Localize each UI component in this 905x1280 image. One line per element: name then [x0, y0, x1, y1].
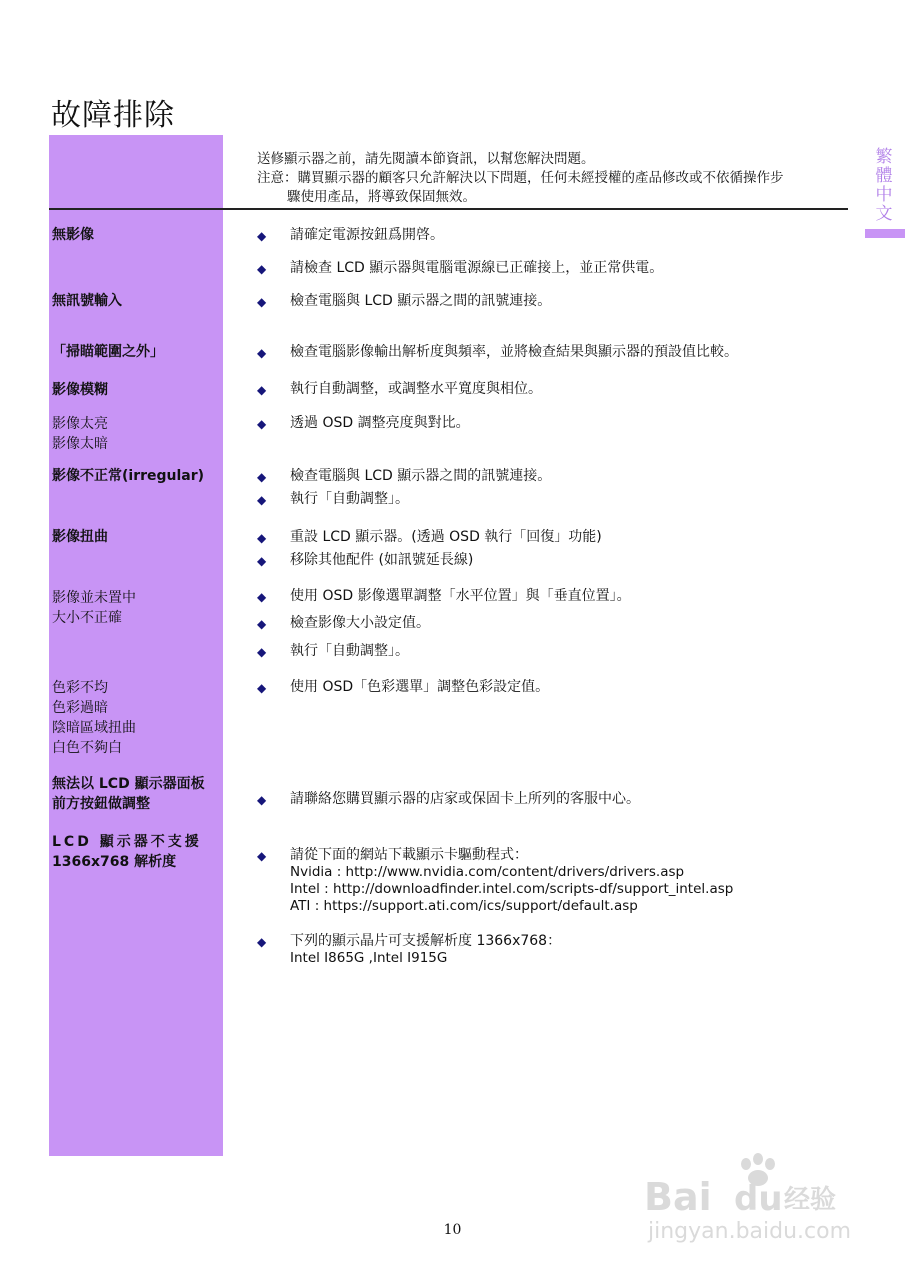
solution-item: ◆ 執行自動調整，或調整水平寬度與相位。	[257, 381, 542, 397]
svg-text:Bai: Bai	[644, 1175, 712, 1219]
diamond-bullet-icon: ◆	[257, 383, 267, 397]
solution-item: ◆ 請確定電源按鈕爲開啓。	[257, 227, 444, 243]
symptom-label: 無訊號輸入	[52, 293, 122, 309]
driver-link-ati[interactable]: ATI : https://support.ati.com/ics/support/default.asp	[290, 898, 638, 914]
diamond-bullet-icon: ◆	[257, 262, 267, 276]
symptom-label: 影像扭曲	[52, 529, 108, 545]
warranty-note-continued: 驟使用產品，將導致保固無效。	[287, 189, 476, 205]
diamond-bullet-icon: ◆	[257, 554, 267, 568]
intro-text: 送修顯示器之前，請先閱讀本節資訊，以幫您解決問題。	[257, 151, 595, 167]
symptom-label: 影像並未置中 大小不正確	[52, 590, 136, 626]
solution-item: ◆ 使用 OSD「色彩選單」調整色彩設定值。	[257, 679, 550, 695]
solution-item: ◆ 下列的顯示晶片可支援解析度 1366x768： Intel I865G ,Intel I915G	[257, 932, 857, 967]
solution-item: ◆ 檢查電腦與 LCD 顯示器之間的訊號連接。	[257, 293, 552, 309]
symptom-label: 影像太亮 影像太暗	[52, 416, 108, 452]
solution-item: ◆ 檢查影像大小設定值。	[257, 615, 430, 631]
symptom-label: 影像不正常(irregular)	[52, 468, 205, 484]
solution-item: ◆ 檢查電腦與 LCD 顯示器之間的訊號連接。	[257, 468, 552, 484]
page-title: 故障排除	[51, 98, 175, 133]
language-tab-marker	[865, 229, 905, 238]
diamond-bullet-icon: ◆	[257, 617, 267, 631]
diamond-bullet-icon: ◆	[257, 935, 267, 949]
supported-chips: Intel I865G ,Intel I915G	[290, 950, 448, 966]
solution-item: ◆ 透過 OSD 調整亮度與對比。	[257, 415, 470, 431]
svg-text:经验: 经验	[784, 1185, 837, 1215]
symptom-label: LCD 顯示器不支援 1366x768 解析度	[52, 834, 202, 870]
symptom-label: 無影像	[52, 227, 94, 243]
warranty-note: 注意：購買顯示器的顧客只允許解決以下問題，任何未經授權的產品修改或不依循操作步	[257, 170, 784, 186]
driver-link-nvidia[interactable]: Nvidia : http://www.nvidia.com/content/drivers/drivers.asp	[290, 864, 685, 880]
baidu-jingyan-watermark-logo	[642, 1150, 852, 1245]
diamond-bullet-icon: ◆	[257, 590, 267, 604]
solution-item: ◆ 檢查電腦影像輸出解析度與頻率，並將檢查結果與顯示器的預設值比較。	[257, 344, 738, 360]
diamond-bullet-icon: ◆	[257, 470, 267, 484]
diamond-bullet-icon: ◆	[257, 417, 267, 431]
diamond-bullet-icon: ◆	[257, 645, 267, 659]
solution-item: ◆ 重設 LCD 顯示器。(透過 OSD 執行「回復」功能)	[257, 529, 602, 545]
header-divider	[49, 208, 848, 210]
solution-item: ◆ 請從下面的網站下載顯示卡驅動程式： Nvidia : http://www.nvidia.com/content/drivers/drivers.asp Intel : http://downloadfinder.intel.com/scripts-df/support_intel.asp ATI : https://support.ati.com/ics/support/default.asp	[257, 846, 857, 915]
symptom-label: 「掃瞄範圍之外」	[52, 344, 164, 360]
svg-text:jingyan.baidu.com: jingyan.baidu.com	[648, 1219, 852, 1244]
diamond-bullet-icon: ◆	[257, 793, 267, 807]
diamond-bullet-icon: ◆	[257, 493, 267, 507]
symptom-label: 色彩不均 色彩過暗 陰暗區域扭曲 白色不夠白	[52, 680, 136, 756]
diamond-bullet-icon: ◆	[257, 849, 267, 863]
symptom-label: 無法以 LCD 顯示器面板 前方按鈕做調整	[52, 776, 205, 812]
intro-block	[257, 150, 857, 207]
diamond-bullet-icon: ◆	[257, 531, 267, 545]
svg-text:du: du	[734, 1179, 783, 1219]
solution-item: ◆ 請檢查 LCD 顯示器與電腦電源線已正確接上，並正常供電。	[257, 260, 664, 276]
solution-item: ◆ 請聯絡您購買顯示器的店家或保固卡上所列的客服中心。	[257, 791, 640, 807]
diamond-bullet-icon: ◆	[257, 681, 267, 695]
symptom-label: 影像模糊	[52, 382, 108, 398]
diamond-bullet-icon: ◆	[257, 229, 267, 243]
diamond-bullet-icon: ◆	[257, 346, 267, 360]
page-number: 10	[443, 1222, 462, 1238]
solution-item: ◆ 執行「自動調整」。	[257, 491, 409, 507]
solution-item: ◆ 使用 OSD 影像選單調整「水平位置」與「垂直位置」。	[257, 588, 631, 604]
language-tab: 繁體中文	[875, 147, 893, 224]
diamond-bullet-icon: ◆	[257, 295, 267, 309]
solution-item: ◆ 執行「自動調整」。	[257, 643, 409, 659]
solution-item: ◆ 移除其他配件 (如訊號延長線)	[257, 552, 474, 568]
driver-link-intel[interactable]: Intel : http://downloadfinder.intel.com/scripts-df/support_intel.asp	[290, 881, 734, 897]
symptom-column-background	[49, 135, 223, 1156]
